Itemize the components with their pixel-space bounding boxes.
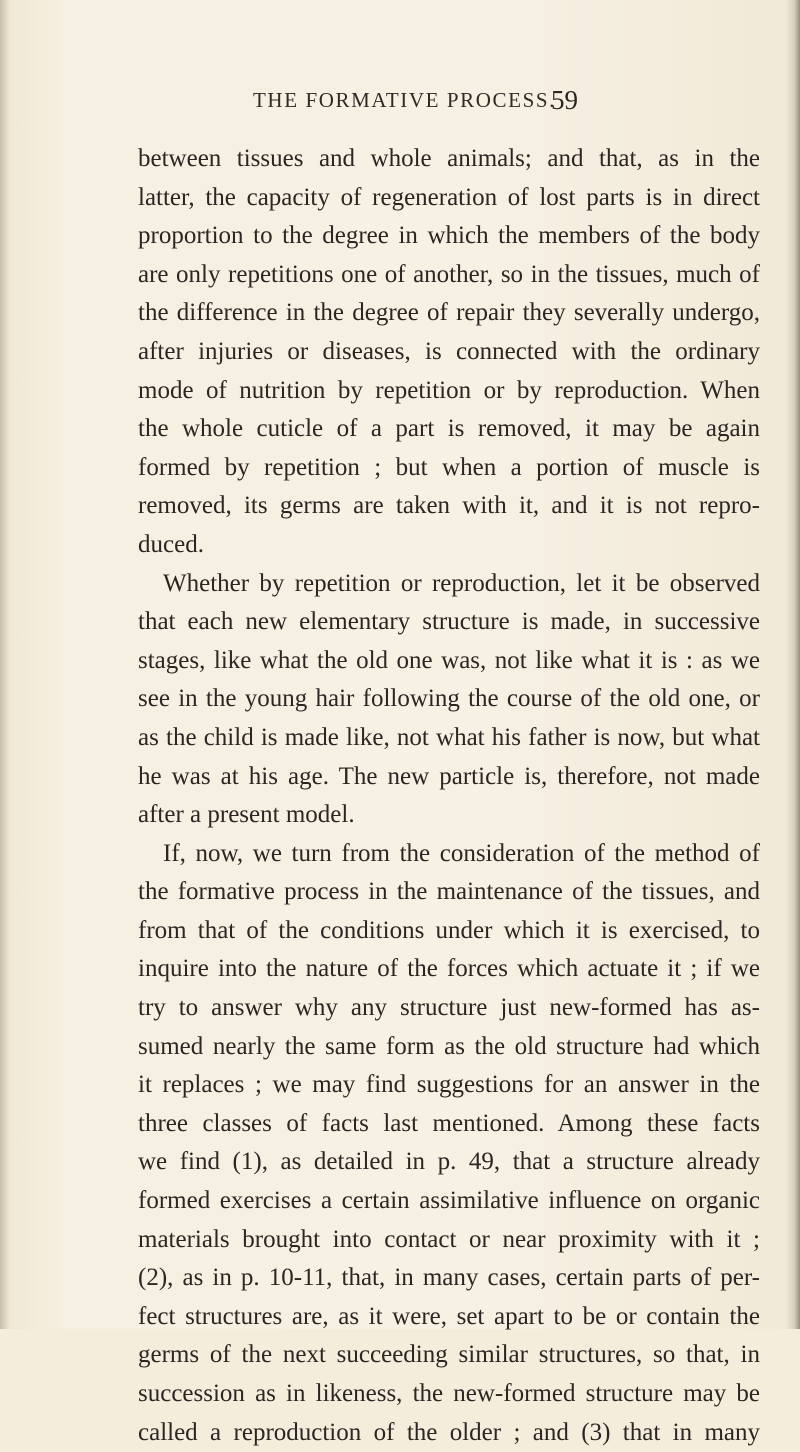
running-head <box>0 85 800 128</box>
text-line: sumed nearly the same form as the old structure had which <box>138 1032 760 1060</box>
page-left-edge-shading <box>0 0 10 1329</box>
text-line: If, now, we turn from the consideration of the method of <box>163 839 760 867</box>
body-text <box>138 140 760 1452</box>
text-line: Whether by repetition or reproduction, let it be observed <box>163 569 760 597</box>
text-line: as the child is made like, not what his father is now, but what <box>138 723 760 751</box>
text-line: are only repetitions one of another, so in the tissues, much of <box>138 260 760 288</box>
text-line: latter, the capacity of regeneration of lost parts is in direct <box>138 183 760 211</box>
text-line: removed, its germs are taken with it, and it is not repro- <box>138 492 760 520</box>
text-line: materials brought into contact or near proximity with it ; <box>138 1225 760 1253</box>
page-number: 59 <box>551 85 578 115</box>
text-line: it replaces ; we may find suggestions for an answer in the <box>138 1071 760 1099</box>
text-line: called a reproduction of the older ; and (3) that in many <box>138 1418 760 1446</box>
text-line: proportion to the degree in which the members of the body <box>138 222 760 250</box>
text-line: he was at his age. The new particle is, therefore, not made <box>138 762 760 790</box>
text-line: we find (1), as detailed in p. 49, that a structure already <box>138 1148 760 1176</box>
text-line: duced. <box>138 530 204 558</box>
text-line: after a present model. <box>138 801 355 829</box>
text-line: inquire into the nature of the forces which actuate it ; if we <box>138 955 760 983</box>
text-line: (2), as in p. 10-11, that, in many cases, certain parts of per- <box>138 1264 760 1292</box>
text-line: try to answer why any structure just new-formed has as- <box>138 994 760 1022</box>
text-line: fect structures are, as it were, set apart to be or contain the <box>138 1302 760 1330</box>
text-line: three classes of facts last mentioned. Among these facts <box>138 1109 760 1137</box>
text-line: the formative process in the maintenance of the tissues, and <box>138 878 760 906</box>
text-line: between tissues and whole animals; and that, as in the <box>138 145 760 172</box>
running-title: THE FORMATIVE PROCESS. <box>253 88 556 112</box>
text-line: formed exercises a certain assimilative influence on organic <box>138 1187 760 1215</box>
text-line: the whole cuticle of a part is removed, it may be again <box>138 415 760 443</box>
text-line: see in the young hair following the course of the old one, or <box>138 685 760 713</box>
text-line: germs of the next succeeding similar structures, so that, in <box>138 1341 760 1369</box>
text-line: succession as in likeness, the new-formed structure may be <box>138 1380 760 1407</box>
text-line: after injuries or diseases, is connected with the ordinary <box>138 337 760 365</box>
text-line: the difference in the degree of repair they severally undergo, <box>138 299 760 327</box>
page-spine-shadow <box>786 0 800 1329</box>
text-line: formed by repetition ; but when a portion of muscle is <box>138 453 760 481</box>
text-line: from that of the conditions under which it is exercised, to <box>138 916 760 944</box>
text-line: stages, like what the old one was, not like what it is : as we <box>138 646 760 674</box>
text-line: that each new elementary structure is made, in successive <box>138 608 760 636</box>
text-line: mode of nutrition by repetition or by reproduction. When <box>138 376 760 404</box>
